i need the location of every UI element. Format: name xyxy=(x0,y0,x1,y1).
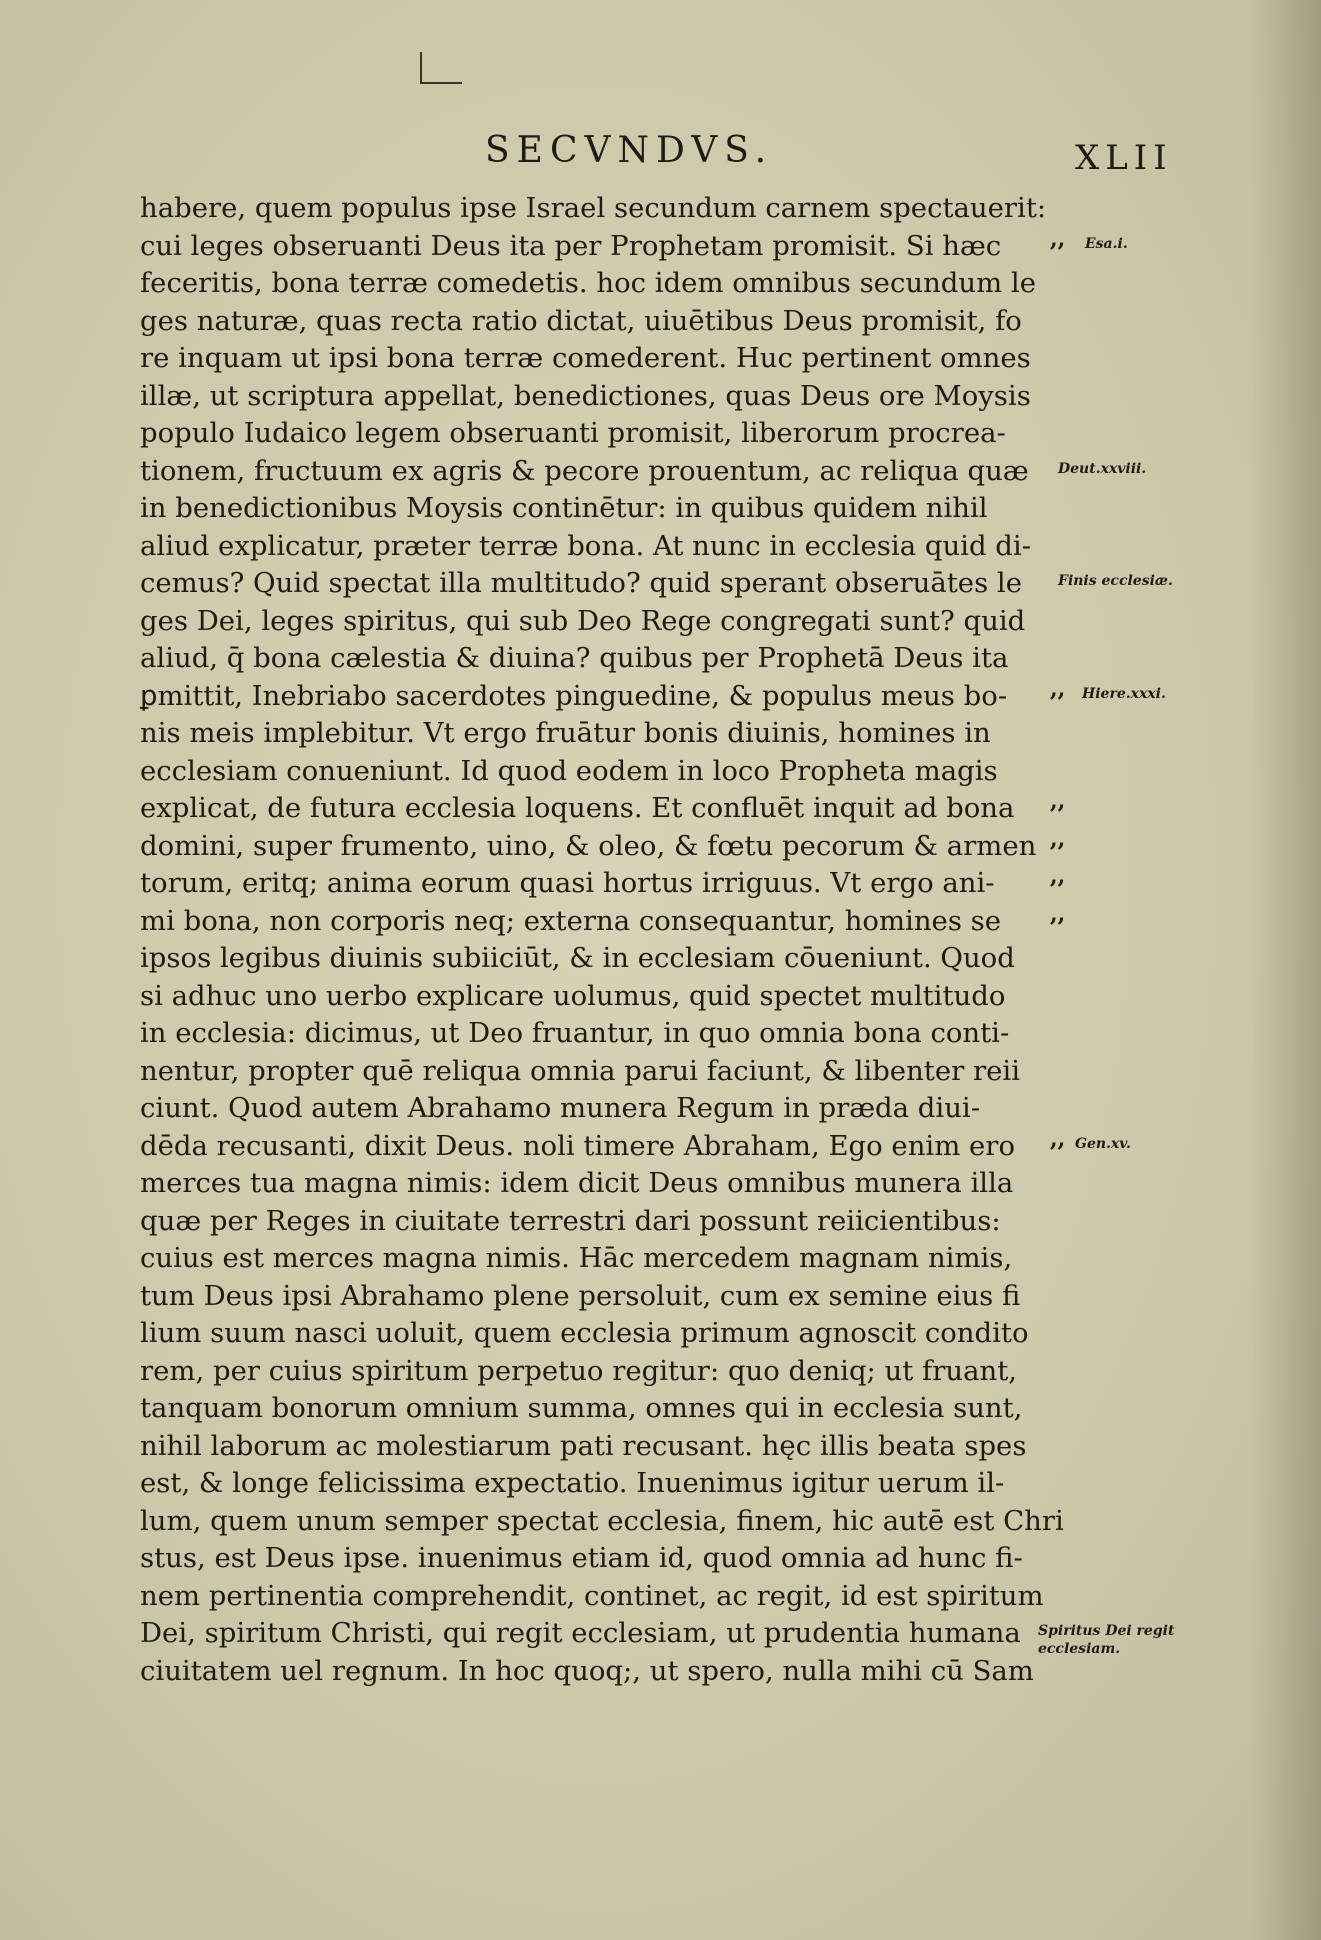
text-line: si adhuc uno uerbo explicare uolumus, quid spectet multitudo xyxy=(140,979,1006,1012)
quotation-mark: ,, xyxy=(1050,1125,1066,1152)
text-line: lium suum nasci uoluit, quem ecclesia primum agnoscit condito xyxy=(140,1317,1029,1349)
quotation-mark: ,, xyxy=(1050,900,1066,927)
text-line: cemus? Quid spectat illa multitudo? quid sperant obseruātes le xyxy=(140,567,1022,599)
text-line: ges naturæ, quas recta ratio dictat, uiuētibus Deus promisit, fo xyxy=(140,304,1022,337)
text-line: domini, super frumento, uino, & oleo, & fœtu pecorum & armen xyxy=(140,829,1037,862)
text-line: nihil laborum ac molestiarum pati recusant. hęc illis beata spes xyxy=(140,1429,1027,1462)
text-line: in ecclesia: dicimus, ut Deo fruantur, in quo omnia bona conti- xyxy=(140,1017,1010,1049)
text-line: ꝑmittit, Inebriabo sacerdotes pinguedine, & populus meus bo- xyxy=(140,679,1008,712)
text-line: in benedictionibus Moysis continētur: in quibus quidem nihil xyxy=(140,492,988,524)
running-head: SECVNDVS. xyxy=(485,130,774,171)
text-line: cuius est merces magna nimis. Hāc mercedem magnam nimis, xyxy=(140,1242,1013,1274)
text-line: quæ per Reges in ciuitate terrestri dari possunt reiicientibus: xyxy=(140,1204,1001,1237)
text-line: tum Deus ipsi Abrahamo plene persoluit, cum ex semine eius fi xyxy=(140,1279,1021,1312)
text-line: ciunt. Quod autem Abrahamo munera Regum in præda diui- xyxy=(140,1092,980,1124)
quotation-mark: ,, xyxy=(1050,788,1066,814)
quotation-mark: ,, xyxy=(1050,863,1066,889)
text-line: re inquam ut ipsi bona terræ comederent. Huc pertinent omnes xyxy=(140,342,1031,374)
margin-note: Gen.xv. xyxy=(1075,1135,1131,1152)
text-line: nis meis implebitur. Vt ergo fruātur bonis diuinis, homines in xyxy=(140,717,991,749)
margin-note: Finis ecclesiæ. xyxy=(1058,573,1173,589)
text-line: merces tua magna nimis: idem dicit Deus omnibus munera illa xyxy=(140,1167,1014,1199)
quotation-mark: ,, xyxy=(1050,825,1066,852)
text-line: stus, est Deus ipse. inuenimus etiam id, quod omnia ad hunc fi- xyxy=(140,1542,1023,1574)
margin-note: Spiritus Dei regit xyxy=(1038,1623,1175,1639)
corner-mark xyxy=(420,52,462,84)
margin-note: ecclesiam. xyxy=(1038,1641,1121,1657)
text-line: est, & longe felicissima expectatio. Inuenimus igitur uerum il- xyxy=(140,1467,1005,1499)
quotation-mark: ,, xyxy=(1050,225,1066,252)
text-line: mi bona, non corporis neq; externa consequantur, homines se xyxy=(140,904,1002,937)
text-line: tionem, fructuum ex agris & pecore prouentum, ac reliqua quæ xyxy=(140,454,1029,487)
text-line: ecclesiam conueniunt. Id quod eodem in loco Propheta magis xyxy=(140,754,998,787)
page-edge-shadow xyxy=(1251,0,1321,1940)
text-line: rem, per cuius spiritum perpetuo regitur: quo deniq; ut fruant, xyxy=(140,1354,1017,1387)
margin-note: Hiere.xxxi. xyxy=(1082,685,1166,702)
text-line: nem pertinentia comprehendit, continet, ac regit, id est spiritum xyxy=(140,1579,1044,1612)
text-line: ipsos legibus diuinis subiiciūt, & in ecclesiam cōueniunt. Quod xyxy=(140,942,1015,974)
text-line: ciuitatem uel regnum. In hoc quoq;, ut spero, nulla mihi cū Sam xyxy=(140,1654,1034,1687)
margin-note: Deut.xxviii. xyxy=(1058,460,1147,477)
text-line: tanquam bonorum omnium summa, omnes qui in ecclesia sunt, xyxy=(140,1392,1023,1424)
text-line: torum, eritq; anima eorum quasi hortus irriguus. Vt ergo ani- xyxy=(140,867,995,899)
quotation-mark: ,, xyxy=(1050,675,1066,702)
text-line: aliud explicatur, præter terræ bona. At nunc in ecclesia quid di- xyxy=(140,529,1031,562)
text-line: dēda recusanti, dixit Deus. noli timere Abraham, Ego enim ero xyxy=(140,1129,1016,1162)
text-line: populo Iudaico legem obseruanti promisit, liberorum procrea- xyxy=(140,417,1006,449)
text-line: cui leges obseruanti Deus ita per Prophetam promisit. Si hæc xyxy=(140,229,1002,262)
text-line: ges Dei, leges spiritus, qui sub Deo Rege congregati sunt? quid xyxy=(140,604,1026,637)
text-line: habere, quem populus ipse Israel secundum carnem spectauerit: xyxy=(140,192,1047,224)
body-text xyxy=(140,190,1064,1690)
text-line: nentur, propter quē reliqua omnia parui faciunt, & libenter reii xyxy=(140,1054,1020,1087)
text-line: feceritis, bona terræ comedetis. hoc idem omnibus secundum le xyxy=(140,267,1036,299)
text-line: lum, quem unum semper spectat ecclesia, finem, hic autē est Chri xyxy=(140,1504,1064,1537)
folio-number: XLII xyxy=(1075,138,1173,178)
text-line: aliud, q̄ bona cælestia & diuina? quibus per Prophetā Deus ita xyxy=(140,642,1009,674)
text-line: illæ, ut scriptura appellat, benedictiones, quas Deus ore Moysis xyxy=(140,379,1031,412)
text-line: explicat, de futura ecclesia loquens. Et confluēt inquit ad bona xyxy=(140,792,1015,824)
margin-note: Esa.i. xyxy=(1085,235,1128,252)
text-line: Dei, spiritum Christi, qui regit ecclesiam, ut prudentia humana xyxy=(140,1617,1021,1649)
